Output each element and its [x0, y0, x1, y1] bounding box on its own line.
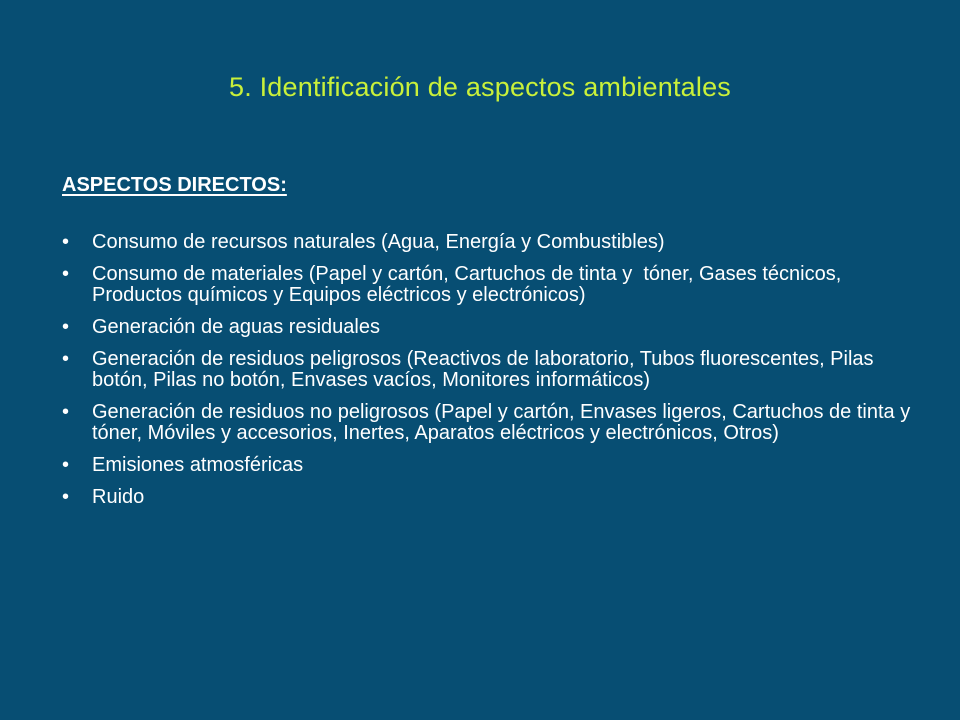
bullet-text: Generación de residuos no peligrosos (Papel y cartón, Envases ligeros, Cartuchos de tinta y tóner, Móviles y accesorios, Inertes, Aparatos eléctricos y electrónicos, Otros): [92, 401, 911, 444]
bullet-icon: •: [62, 401, 70, 423]
bullet-item: [0, 232, 960, 253]
bullet-text: Generación de aguas residuales: [92, 316, 380, 338]
bullet-text: Consumo de recursos naturales (Agua, Energía y Combustibles): [92, 231, 665, 253]
bullet-list: [0, 232, 960, 519]
bullet-icon: •: [62, 348, 70, 370]
bullet-icon: •: [62, 231, 70, 253]
bullet-item: [0, 317, 960, 338]
bullet-icon: •: [62, 316, 70, 338]
bullet-icon: •: [62, 454, 70, 476]
bullet-text: Generación de residuos peligrosos (Reactivos de laboratorio, Tubos fluorescentes, Pilas botón, Pilas no botón, Envases vacíos, Monitores informáticos): [92, 348, 874, 391]
bullet-item: [0, 487, 960, 508]
bullet-item: [0, 455, 960, 476]
bullet-item: [0, 264, 960, 306]
bullet-item: [0, 402, 960, 444]
bullet-item: [0, 349, 960, 391]
bullet-text: Ruido: [92, 486, 145, 508]
section-heading: ASPECTOS DIRECTOS:: [62, 174, 287, 196]
bullet-icon: •: [62, 486, 70, 508]
bullet-text: Consumo de materiales (Papel y cartón, Cartuchos de tinta y tóner, Gases técnicos, Productos químicos y Equipos eléctricos y electrónicos): [92, 263, 847, 306]
slide-title: 5. Identificación de aspectos ambientales: [228, 72, 731, 102]
bullet-text: Emisiones atmosféricas: [92, 454, 304, 476]
bullet-icon: •: [62, 263, 70, 285]
